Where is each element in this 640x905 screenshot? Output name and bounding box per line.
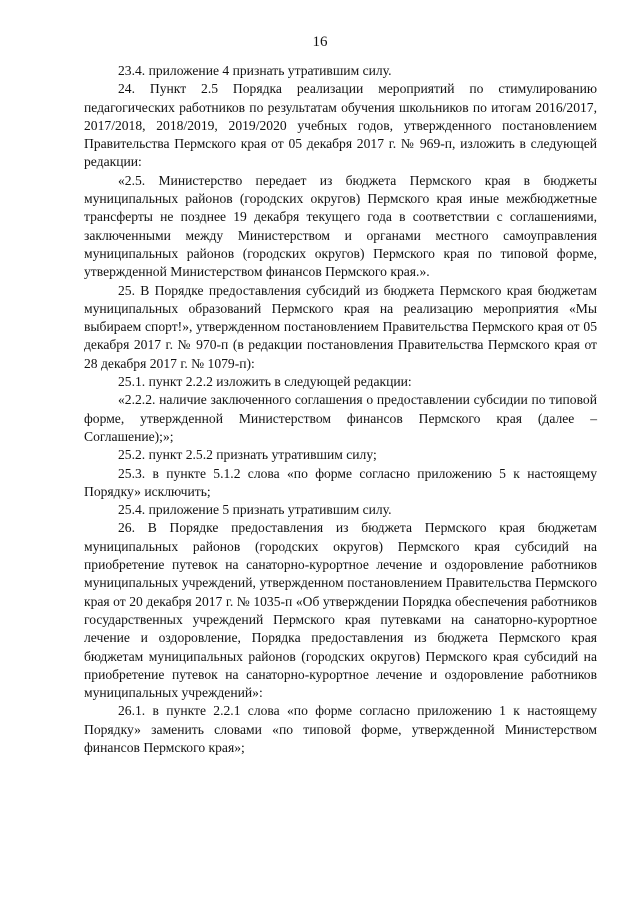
page-number: 16 — [312, 34, 328, 50]
paragraph-23-4: 23.4. приложение 4 признать утратившим силу. — [118, 63, 392, 78]
paragraph-26: 26. В Порядке предоставления из бюджета Пермского края бюджетам муниципальных районов (городских округов) Пермского края субсидий на приобретение путевок на санаторно-курортное лечение и оздоровление работников муниципальных учреждений, утвержденном постановлением Правительства Пермского края от 20 декабря 2017 г. № 1035-п «Об утверждении Порядка обеспечения работников государственных учреждений Пермского края путевками на санаторно-курортное лечение и оздоровление, Порядка предоставления из бюджета Пермского края бюджетам муниципальных районов (городских округов) Пермского края субсидий на приобретение путевок на санаторно-курортное лечение и оздоровление работников муниципальных учреждений»: — [84, 520, 597, 701]
paragraph-quote-2-5: «2.5. Министерство передает из бюджета Пермского края в бюджеты муниципальных районов (городских округов) Пермского края иные межбюджетные трансферты не позднее 19 декабря текущего года в соответствии с соглашениями, заключенными между Министерством и органами местного самоуправления муниципальных районов (городских округов) Пермского края по типовой форме, утвержденной Министерством финансов Пермского края.». — [84, 172, 597, 280]
paragraph-25: 25. В Порядке предоставления субсидий из бюджета Пермского края бюджетам муниципальных образований Пермского края на реализацию мероприятия «Мы выбираем спорт!», утвержденном постановлением Правительства Пермского края от 05 декабря 2017 г. № 970-п (в редакции постановления Правительства Пермского края от 28 декабря 2017 г. № 1079-п): — [84, 282, 597, 371]
paragraph-25-1: 25.1. пункт 2.2.2 изложить в следующей редакции: — [118, 374, 412, 390]
paragraph-25-2: 25.2. пункт 2.5.2 признать утратившим силу; — [118, 447, 377, 463]
paragraph-quote-2-2-2: «2.2.2. наличие заключенного соглашения о предоставлении субсидии по типовой форме, утвержденной Министерством финансов Пермского края (далее – Соглашение);»; — [84, 392, 597, 444]
paragraph-26-1: 26.1. в пункте 2.2.1 слова «по форме согласно приложению 1 к настоящему Порядку» заменить словами «по типовой форме, утвержденной Министерством финансов Пермского края»; — [84, 703, 597, 755]
paragraph-25-4: 25.4. приложение 5 признать утратившим силу. — [118, 502, 392, 518]
document-body — [84, 62, 597, 757]
paragraph-25-3: 25.3. в пункте 5.1.2 слова «по форме согласно приложению 5 к настоящему Порядку» исключить; — [84, 465, 597, 499]
paragraph-24: 24. Пункт 2.5 Порядка реализации мероприятий по стимулированию педагогических работников по результатам обучения школьников по итогам 2016/2017, 2017/2018, 2018/2019, 2019/2020 учебных годов, утвержденного постановлением Правительства Пермского края от 05 декабря 2017 г. № 969-п, изложить в следующей редакции: — [84, 81, 597, 170]
